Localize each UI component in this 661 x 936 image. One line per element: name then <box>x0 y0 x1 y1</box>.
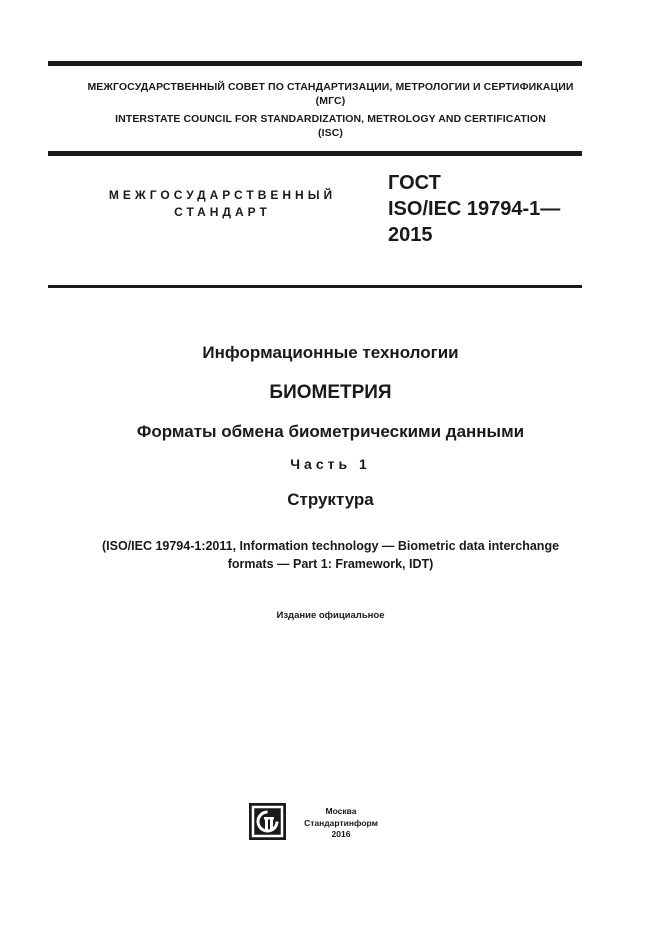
council-ru-name: МЕЖГОСУДАРСТВЕННЫЙ СОВЕТ ПО СТАНДАРТИЗАЦИИ, МЕТРОЛОГИИ И СЕРТИФИКАЦИИ <box>87 81 574 93</box>
council-en-name: INTERSTATE COUNCIL FOR STANDARDIZATION, METROLOGY AND CERTIFICATION <box>115 113 546 125</box>
standard-type-line1: МЕЖГОСУДАРСТВЕННЫЙ <box>108 188 337 202</box>
edition-label: Издание официальное <box>276 610 385 621</box>
standard-number: ISO/IEC 19794-1— <box>388 198 561 220</box>
title-line2: БИОМЕТРИЯ <box>269 382 392 403</box>
original-line2: formats — Part 1: Framework, IDT) <box>227 557 434 571</box>
original-line1: (ISO/IEC 19794-1:2011, Information technology — Biometric data interchange <box>101 539 560 553</box>
header-rule <box>48 285 582 288</box>
standard-designation <box>388 170 560 248</box>
publisher-block <box>296 806 386 841</box>
council-en-abbr: (ISC) <box>318 127 343 139</box>
part-number: Часть 1 <box>290 456 371 472</box>
title-line1: Информационные технологии <box>202 343 459 362</box>
standard-type-line2: СТАНДАРТ <box>174 205 271 219</box>
publisher-name: Стандартинформ <box>304 817 378 828</box>
council-rule <box>48 151 582 156</box>
council-ru-abbr: (МГС) <box>315 95 346 107</box>
gost-label: ГОСТ <box>388 172 441 194</box>
standard-year: 2015 <box>388 224 433 246</box>
publisher-city: Москва <box>325 806 357 816</box>
title-line3: Форматы обмена биометрическими данными <box>136 422 525 441</box>
standartinform-logo-icon <box>249 803 286 840</box>
top-rule <box>48 61 582 66</box>
subtitle: Структура <box>287 490 374 509</box>
publisher-year: 2016 <box>331 829 351 839</box>
